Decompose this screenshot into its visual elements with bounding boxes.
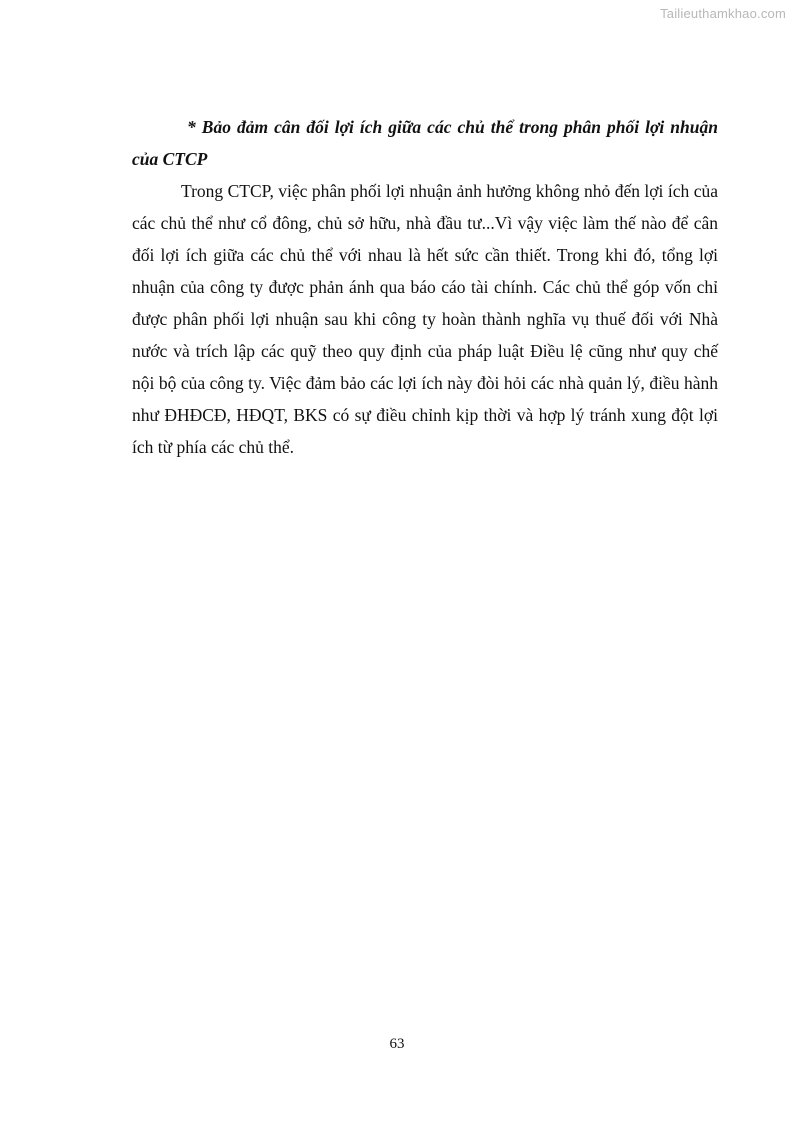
document-body xyxy=(132,111,718,463)
page-number: 63 xyxy=(389,1036,405,1052)
watermark-text: Tailieuthamkhao.com xyxy=(660,6,786,21)
body-paragraph: Trong CTCP, việc phân phối lợi nhuận ảnh hưởng không nhỏ đến lợi ích của các chủ thể như cổ đông, chủ sở hữu, nhà đầu tư...Vì vậy việc làm thế nào để cân đối lợi ích giữa các chủ thể với nhau là hết sức cần thiết. Trong khi đó, tổng lợi nhuận của công ty được phản ánh qua báo cáo tài chính. Các chủ thể góp vốn chỉ được phân phối lợi nhuận sau khi công ty hoàn thành nghĩa vụ thuế đối với Nhà nước và trích lập các quỹ theo quy định của pháp luật Điều lệ cũng như quy chế nội bộ của công ty. Việc đảm bảo các lợi ích này đòi hỏi các nhà quản lý, điều hành như ĐHĐCĐ, HĐQT, BKS có sự điều chỉnh kịp thời và hợp lý tránh xung đột lợi ích từ phía các chủ thể. xyxy=(132,181,718,457)
section-heading: * Bảo đảm cân đối lợi ích giữa các chủ thể trong phân phối lợi nhuận của CTCP xyxy=(132,117,718,169)
